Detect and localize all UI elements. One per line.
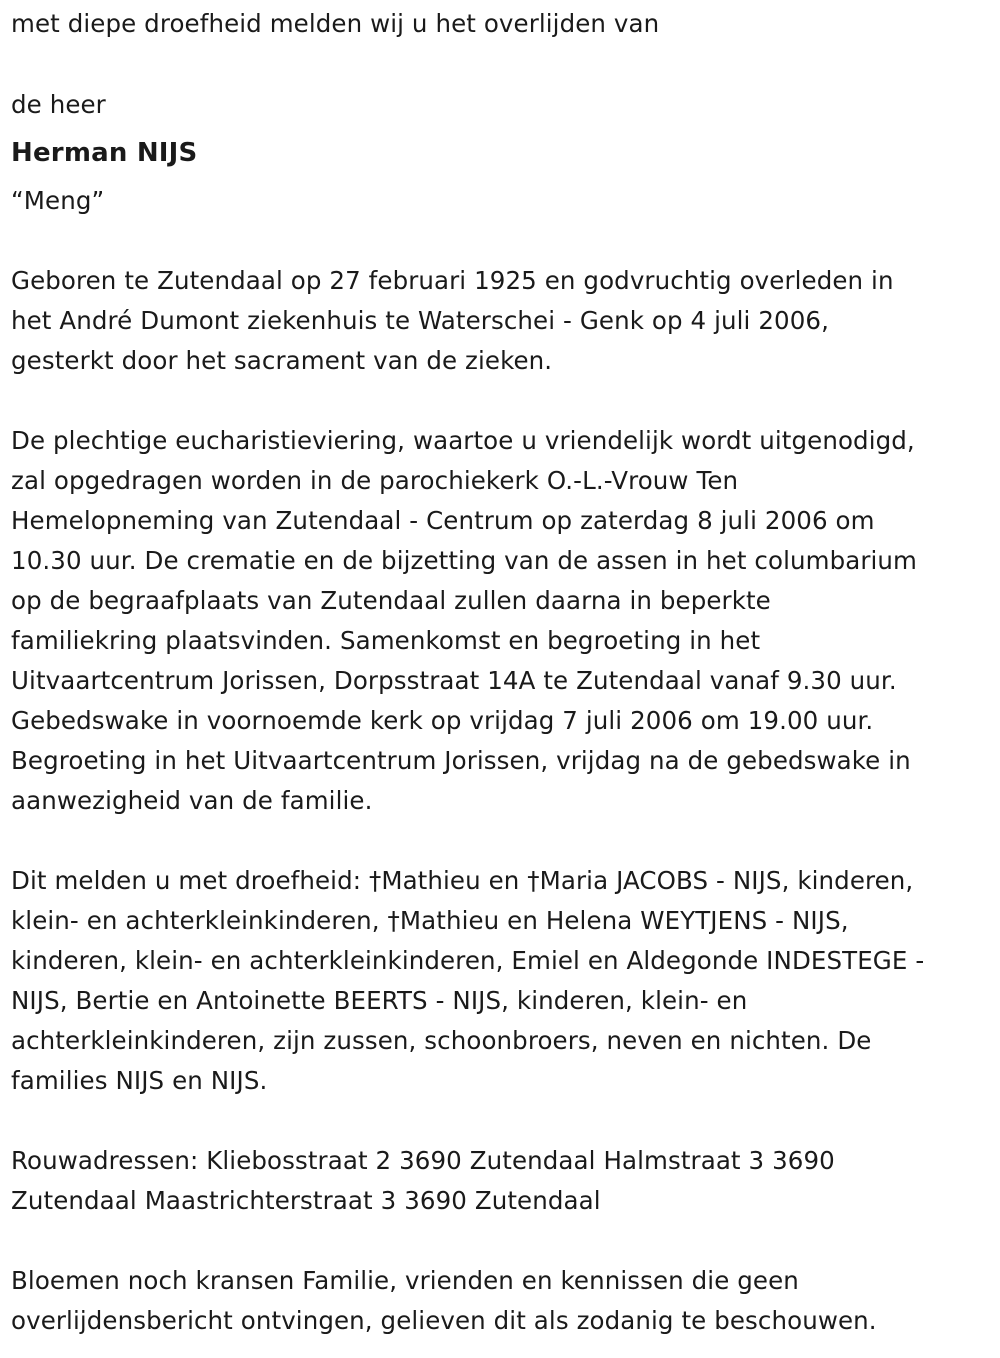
paragraph-line: aanwezigheid van de familie. (11, 786, 373, 815)
paragraph-line: klein- en achterkleinkinderen, †Mathieu en Helena WEYTJENS - NIJS, (11, 906, 849, 935)
paragraph-line: achterkleinkinderen, zijn zussen, schoonbroers, neven en nichten. De (11, 1026, 872, 1055)
ceremony-paragraph (11, 421, 917, 821)
paragraph-line: familiekring plaatsvinden. Samenkomst en begroeting in het (11, 626, 761, 655)
paragraph-line: zal opgedragen worden in de parochiekerk O.-L.-Vrouw Ten (11, 466, 739, 495)
paragraph-line: Dit melden u met droefheid: †Mathieu en †Maria JACOBS - NIJS, kinderen, (11, 866, 914, 895)
paragraph-line: kinderen, klein- en achterkleinkinderen, Emiel en Aldegonde INDESTEGE - (11, 946, 925, 975)
paragraph-line: 10.30 uur. De crematie en de bijzetting van de assen in het columbarium (11, 546, 918, 575)
paragraph-line: Hemelopneming van Zutendaal - Centrum op zaterdag 8 juli 2006 om (11, 506, 875, 535)
paragraph-line: op de begraafplaats van Zutendaal zullen daarna in beperkte (11, 586, 771, 615)
paragraph-line: Gebedswake in voornoemde kerk op vrijdag 7 juli 2006 om 19.00 uur. (11, 706, 874, 735)
paragraph-line: Zutendaal Maastrichterstraat 3 3690 Zutendaal (11, 1186, 601, 1215)
flowers-paragraph (11, 1261, 877, 1341)
paragraph-line: overlijdensbericht ontvingen, gelieven dit als zodanig te beschouwen. (11, 1306, 877, 1335)
paragraph-line: Bloemen noch kransen Familie, vrienden en kennissen die geen (11, 1266, 799, 1295)
paragraph-line: gesterkt door het sacrament van de zieken. (11, 346, 553, 375)
paragraph-line: De plechtige eucharistieviering, waartoe u vriendelijk wordt uitgenodigd, (11, 426, 915, 455)
paragraph-line: het André Dumont ziekenhuis te Waterschei - Genk op 4 juli 2006, (11, 306, 829, 335)
paragraph-line: Rouwadressen: Kliebosstraat 2 3690 Zutendaal Halmstraat 3 3690 (11, 1146, 835, 1175)
paragraph-line: NIJS, Bertie en Antoinette BEERTS - NIJS, kinderen, klein- en (11, 986, 748, 1015)
honorific-title: de heer (11, 90, 106, 119)
birth-death-paragraph (11, 261, 894, 381)
deceased-nickname: “Meng” (11, 186, 105, 215)
paragraph-line: families NIJS en NIJS. (11, 1066, 268, 1095)
deceased-name: Herman NIJS (11, 138, 198, 168)
intro-text: met diepe droefheid melden wij u het overlijden van (11, 9, 660, 38)
mourning-addresses-paragraph (11, 1141, 835, 1221)
family-paragraph (11, 861, 924, 1101)
paragraph-line: Uitvaartcentrum Jorissen, Dorpsstraat 14A te Zutendaal vanaf 9.30 uur. (11, 666, 897, 695)
paragraph-line: Geboren te Zutendaal op 27 februari 1925 en godvruchtig overleden in (11, 266, 894, 295)
paragraph-line: Begroeting in het Uitvaartcentrum Jorissen, vrijdag na de gebedswake in (11, 746, 911, 775)
